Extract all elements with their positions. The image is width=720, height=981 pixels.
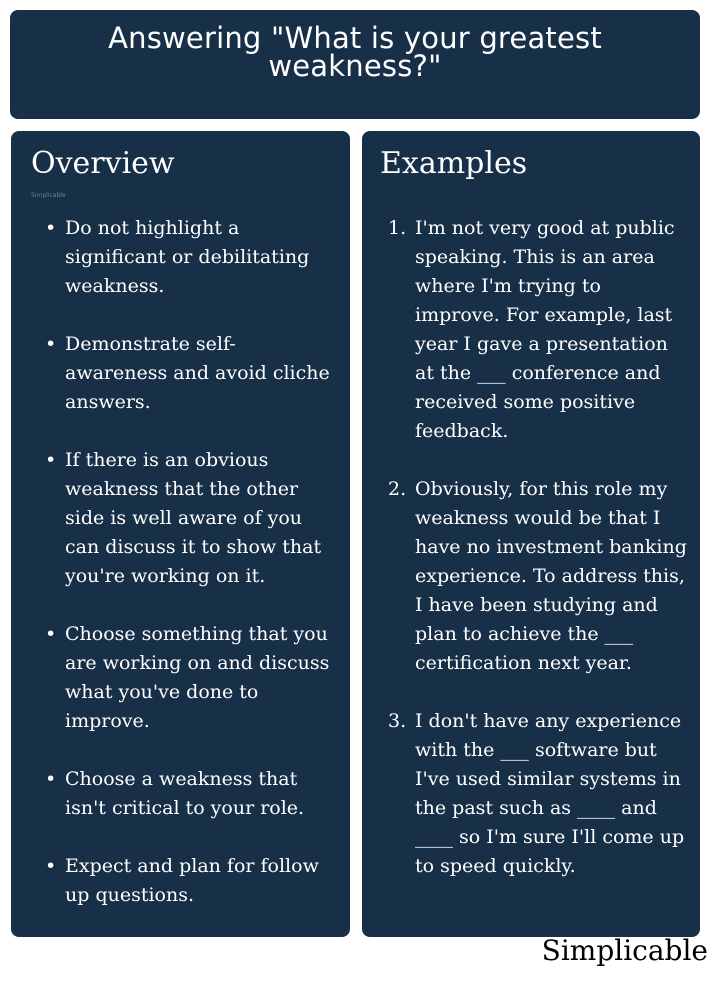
title-banner — [10, 10, 700, 119]
brand-logo-text: Simplicable — [541, 934, 708, 967]
examples-panel — [362, 131, 700, 937]
example-item — [378, 214, 690, 446]
overview-panel — [11, 131, 350, 937]
page-title — [10, 21, 700, 83]
page-title-line-2: weakness?" — [268, 49, 442, 83]
overview-item: • Demonstrate self-awareness and avoid cliche answers. — [31, 330, 336, 417]
example-number: 1. — [388, 217, 407, 239]
overview-item: • Expect and plan for follow up questions. — [31, 852, 336, 910]
overview-heading: Overview — [31, 146, 175, 181]
example-text: I don't have any experience with the ___ software but I've used similar systems in the past such as ____ and ____ so I'm sure I'll come up to speed quickly. — [415, 710, 685, 877]
overview-list — [31, 214, 336, 939]
example-number: 2. — [388, 478, 407, 500]
overview-watermark: Simplicable — [31, 192, 66, 199]
example-number: 3. — [388, 710, 407, 732]
examples-heading: Examples — [380, 146, 528, 181]
example-item — [378, 475, 690, 678]
example-item — [378, 707, 690, 881]
page-title-line-1: Answering "What is your greatest — [108, 21, 602, 55]
overview-item: • If there is an obvious weakness that the other side is well aware of you can discuss it to show that you're working on it. — [31, 446, 336, 591]
example-text: I'm not very good at public speaking. This is an area where I'm trying to improve. For example, last year I gave a presentation at the ___ conference and received some positive feedback. — [415, 217, 675, 442]
examples-list — [378, 214, 690, 910]
overview-item: • Choose a weakness that isn't critical to your role. — [31, 765, 336, 823]
overview-item: • Do not highlight a significant or debilitating weakness. — [31, 214, 336, 301]
overview-item: • Choose something that you are working on and discuss what you've done to improve. — [31, 620, 336, 736]
example-text: Obviously, for this role my weakness would be that I have no investment banking experience. To address this, I have been studying and plan to achieve the ___ certification next year. — [415, 478, 687, 674]
